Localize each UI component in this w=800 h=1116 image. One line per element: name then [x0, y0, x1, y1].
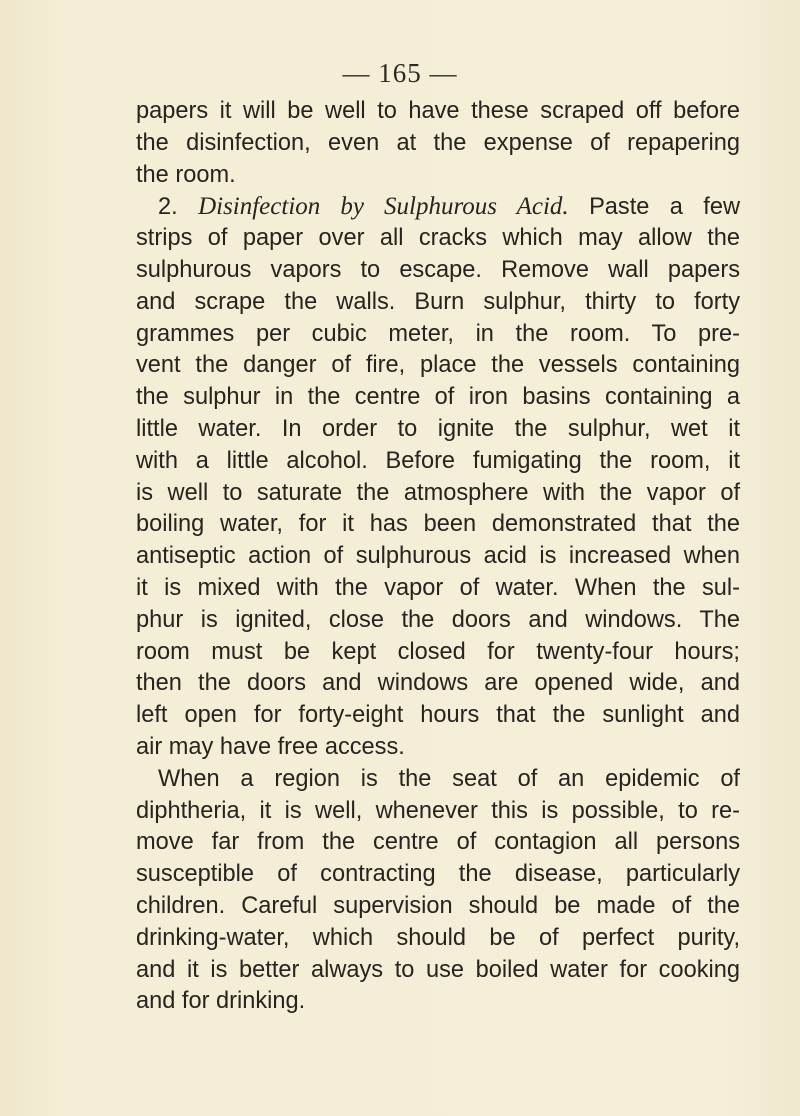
text-line: then the doors and windows are opened wide, and [136, 670, 740, 697]
text-line: with a little alcohol. Before fumigating the room, it [136, 447, 740, 474]
text-fragment: Paste a few [568, 194, 740, 221]
text-line: and scrape the walls. Burn sulphur, thirty to forty [136, 288, 740, 315]
text-line: it is mixed with the vapor of water. When the sul- [136, 574, 740, 601]
text-line: papers it will be well to have these scraped off before [136, 98, 740, 124]
page-number: — 165 — [342, 58, 458, 88]
text-line: left open for forty-eight hours that the sunlight and [136, 702, 740, 729]
text-line: When a region is the seat of an epidemic of [158, 765, 740, 792]
text-line: move far from the centre of contagion all persons [136, 829, 740, 856]
text-line: boiling water, for it has been demonstrated that the [136, 511, 740, 538]
text-line: air may have free access. [136, 733, 405, 760]
text-line: and it is better always to use boiled water for cooking [136, 956, 740, 983]
text-line: children. Careful supervision should be made of the [136, 892, 740, 919]
text-line: strips of paper over all cracks which may allow the [136, 225, 740, 252]
text-line: the sulphur in the centre of iron basins containing a [136, 384, 740, 411]
section-title: Disinfection by Sulphurous Acid. [198, 193, 569, 221]
text-line: the room. [136, 161, 236, 188]
text-line: diphtheria, it is well, whenever this is possible, to re- [136, 797, 740, 824]
text-line: drinking-water, which should be of perfect purity, [136, 924, 740, 951]
text-line: room must be kept closed for twenty-four hours; [136, 638, 740, 665]
text-line: antiseptic action of sulphurous acid is increased when [136, 543, 740, 570]
text-line: and for drinking. [136, 988, 306, 1015]
text-line: vent the danger of fire, place the vessels containing [136, 352, 740, 379]
text-line: the disinfection, even at the expense of repapering [136, 129, 740, 156]
text-line: phur is ignited, close the doors and windows. The [136, 606, 740, 633]
text-line: grammes per cubic meter, in the room. To pre- [136, 320, 740, 347]
section-heading-line [136, 191, 740, 223]
text-line: susceptible of contracting the disease, particularly [136, 861, 740, 888]
section-number: 2. [158, 194, 199, 221]
text-line: little water. In order to ignite the sulphur, wet it [136, 415, 740, 442]
body-text [136, 96, 740, 1018]
text-line: is well to saturate the atmosphere with the vapor of [136, 479, 740, 506]
text-line: sulphurous vapors to escape. Remove wall papers [136, 256, 740, 283]
